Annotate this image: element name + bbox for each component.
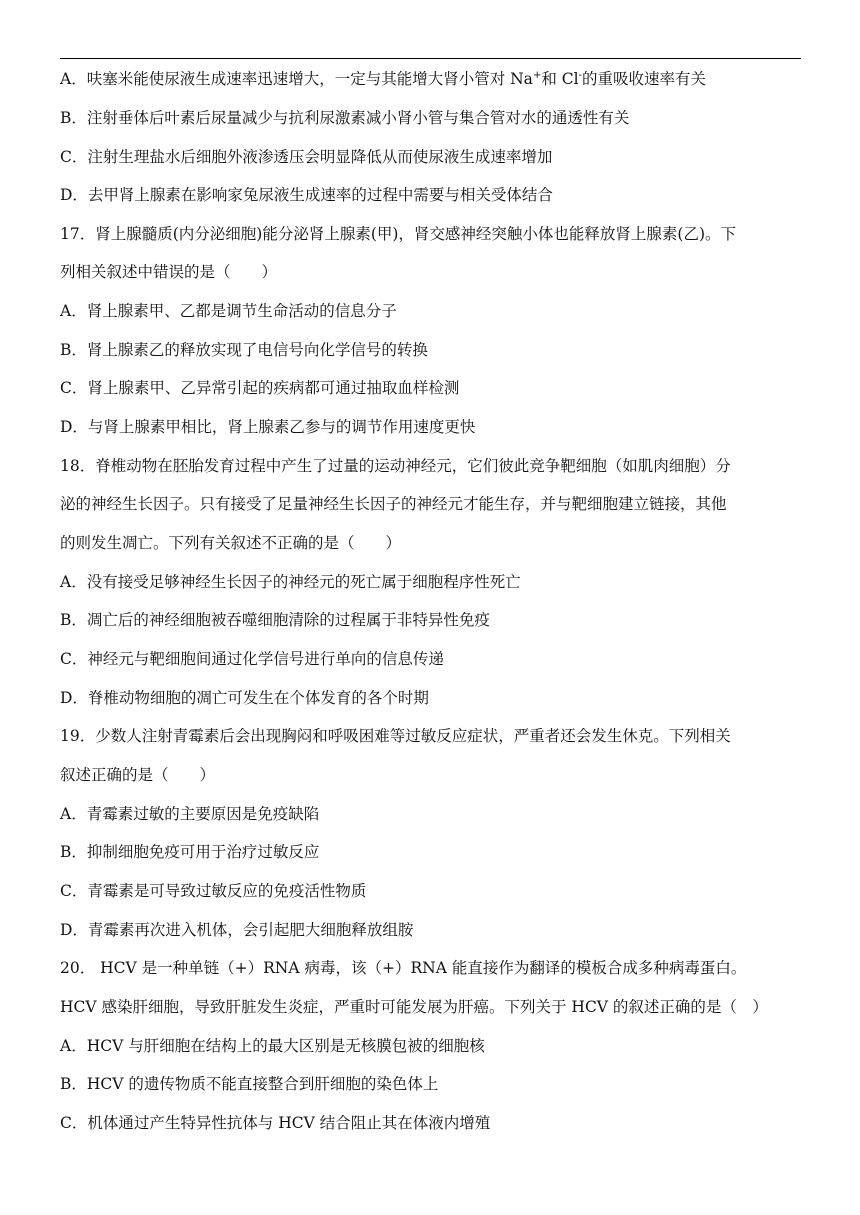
q16-option-b: B．注射垂体后叶素后尿量减少与抗利尿激素减小肾小管与集合管对水的通透性有关 bbox=[60, 109, 630, 127]
q19-option-b: B．抑制细胞免疫可用于治疗过敏反应 bbox=[60, 843, 320, 861]
q16-option-a-text-2: 和 Cl bbox=[541, 70, 579, 88]
q19-option-d: D．青霉素再次进入机体，会引起肥大细胞释放组胺 bbox=[60, 921, 414, 939]
q17-option-b: B．肾上腺素乙的释放实现了电信号向化学信号的转换 bbox=[60, 341, 428, 359]
q18-stem-line-1: 18．脊椎动物在胚胎发育过程中产生了过量的运动神经元，它们彼此竞争靶细胞（如肌肉细胞）分 bbox=[60, 457, 731, 475]
q17-stem-line-1: 17．肾上腺髓质(内分泌细胞)能分泌肾上腺素(甲)，肾交感神经突触小体也能释放肾上腺素(乙)。下 bbox=[60, 225, 737, 243]
q19-stem-line-2: 叙述正确的是（ ） bbox=[60, 766, 216, 784]
q16-option-a-text-3: 的重吸收速率有关 bbox=[581, 70, 706, 88]
q20-option-c: C．机体通过产生特异性抗体与 HCV 结合阻止其在体液内增殖 bbox=[60, 1114, 491, 1132]
q20-option-b: B．HCV 的遗传物质不能直接整合到肝细胞的染色体上 bbox=[60, 1075, 439, 1093]
q18-option-b: B．凋亡后的神经细胞被吞噬细胞清除的过程属于非特异性免疫 bbox=[60, 611, 490, 629]
q17-option-c: C．肾上腺素甲、乙异常引起的疾病都可通过抽取血样检测 bbox=[60, 379, 460, 397]
q17-stem-line-2: 列相关叙述中错误的是（ ） bbox=[60, 263, 278, 281]
q19-stem-line-1: 19．少数人注射青霉素后会出现胸闷和呼吸困难等过敏反应症状，严重者还会发生休克。下列相关 bbox=[60, 727, 731, 745]
header-rule bbox=[60, 58, 801, 59]
q19-option-a: A．青霉素过敏的主要原因是免疫缺陷 bbox=[60, 805, 320, 823]
q20-option-a: A．HCV 与肝细胞在结构上的最大区别是无核膜包被的细胞核 bbox=[60, 1037, 485, 1055]
q16-option-d: D．去甲肾上腺素在影响家兔尿液生成速率的过程中需要与相关受体结合 bbox=[60, 186, 553, 204]
q17-option-a: A．肾上腺素甲、乙都是调节生命活动的信息分子 bbox=[60, 302, 397, 320]
q16-option-a bbox=[60, 69, 706, 89]
q18-stem-line-2: 泌的神经生长因子。只有接受了足量神经生长因子的神经元才能生存，并与靶细胞建立链接，其他 bbox=[60, 495, 727, 513]
q16-option-c: C．注射生理盐水后细胞外液渗透压会明显降低从而使尿液生成速率增加 bbox=[60, 148, 553, 166]
chloride-charge: - bbox=[578, 69, 582, 81]
sodium-charge: + bbox=[532, 69, 542, 81]
q18-stem-line-3: 的则发生凋亡。下列有关叙述不正确的是（ ） bbox=[60, 534, 402, 552]
q19-option-c: C．青霉素是可导致过敏反应的免疫活性物质 bbox=[60, 882, 367, 900]
q20-stem-line-1: 20． HCV 是一种单链（+）RNA 病毒，该（+）RNA 能直接作为翻译的模板合成多种病毒蛋白。 bbox=[60, 959, 747, 977]
q18-option-a: A．没有接受足够神经生长因子的神经元的死亡属于细胞程序性死亡 bbox=[60, 573, 521, 591]
q20-stem-line-2: HCV 感染肝细胞，导致肝脏发生炎症，严重时可能发展为肝癌。下列关于 HCV 的叙述正确的是（ ） bbox=[60, 998, 768, 1016]
q16-option-a-text-1: A．呋塞米能使尿液生成速率迅速增大，一定与其能增大肾小管对 Na bbox=[60, 70, 533, 88]
q18-option-c: C．神经元与靶细胞间通过化学信号进行单向的信息传递 bbox=[60, 650, 444, 668]
q17-option-d: D．与肾上腺素甲相比，肾上腺素乙参与的调节作用速度更快 bbox=[60, 418, 476, 436]
q18-option-d: D．脊椎动物细胞的凋亡可发生在个体发育的各个时期 bbox=[60, 689, 429, 707]
